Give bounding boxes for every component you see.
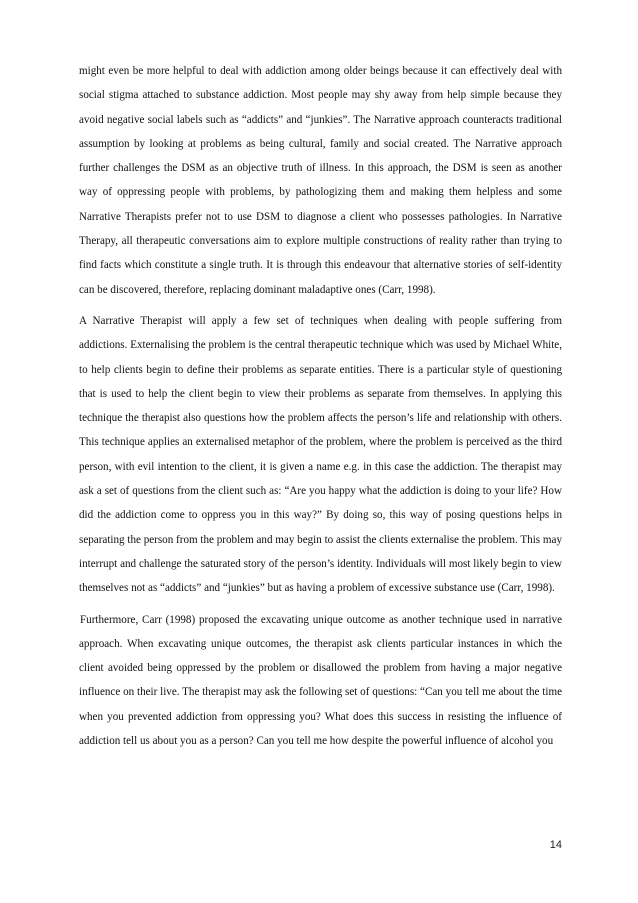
page-number: 14 — [549, 839, 562, 851]
paragraph-narrative-approach-dsm: might even be more helpful to deal with addiction among older beings because it can effectively deal with social stigma attached to substance addiction. Most people may shy away from help simple because they avoid negative social labels such as “addicts” and “junkies”. The Narrative approach counteracts traditional assumption by looking at problems as being cultural, family and social created. The Narrative approach further challenges the DSM as an objective truth of illness. In this approach, the DSM is seen as another way of oppressing people with problems, by pathologizing them and making them helpless and some Narrative Therapists prefer not to use DSM to diagnose a client who possesses pathologies. In Narrative Therapy, all therapeutic conversations aim to explore multiple constructions of reality rather than trying to find facts which constitute a single truth. It is through this endeavour that alternative stories of self-identity can be discovered, therefore, replacing dominant maladaptive ones (Carr, 1998). — [79, 65, 562, 296]
paragraph-unique-outcomes: Furthermore, Carr (1998) proposed the excavating unique outcome as another technique used in narrative approach. When excavating unique outcomes, the therapist ask clients particular instances in which the client avoided being oppressed by the problem or disallowed the problem from having a major negative influence on their live. The therapist may ask the following set of questions: “Can you tell me about the time when you prevented addiction from oppressing you? What does this success in resisting the influence of addiction tell us about you as a person? Can you tell me how despite the powerful influence of alcohol you — [79, 613, 562, 748]
paragraph-externalising-the-problem: A Narrative Therapist will apply a few set of techniques when dealing with people suffering from addictions. Externalising the problem is the central therapeutic technique which was used by Michael White, to help clients begin to define their problems as separate entities. There is a particular style of questioning that is used to help the client begin to view their problems as separate from themselves. In applying this technique the therapist also questions how the problem affects the person’s life and relationship with others. This technique applies an externalised metaphor of the problem, where the problem is perceived as the third person, with evil intention to the client, it is given a name e.g. in this case the addiction. The therapist may ask a set of questions from the client such as: “Are you happy what the addiction is doing to your life? How did the addiction come to oppress you in this way?” By doing so, this way of posing questions helps in separating the person from the problem and may begin to assist the clients externalise the problem. This may interrupt and challenge the saturated story of the person’s identity. Individuals will most likely begin to view themselves not as “addicts” and “junkies” but as having a problem of excessive substance use (Carr, 1998). — [79, 314, 562, 595]
body-text — [79, 59, 562, 753]
